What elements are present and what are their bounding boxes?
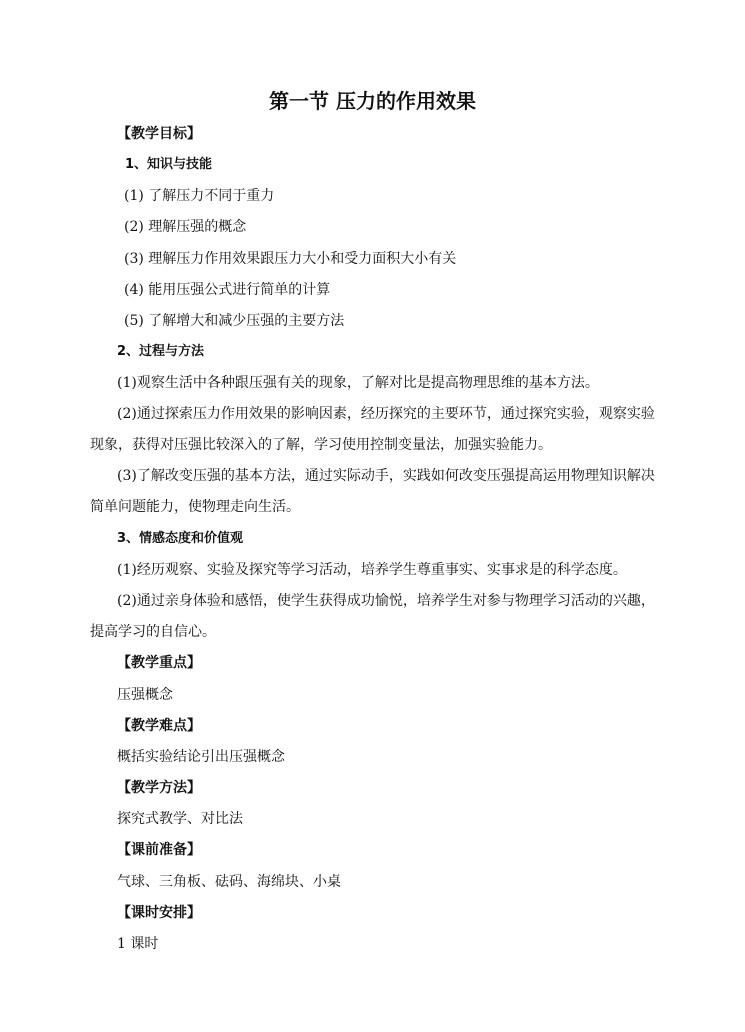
method-text: 探究式教学、对比法: [117, 811, 243, 827]
difficulty-heading: 【教学难点】: [117, 718, 201, 734]
attitude-paragraph: (2)通过亲身体验和感悟，使学生获得成功愉悦，培养学生对参与物理学习活动的兴趣，: [117, 593, 655, 609]
preparation-heading: 【课前准备】: [117, 842, 201, 858]
preparation-text: 气球、三角板、砝码、海绵块、小桌: [117, 874, 341, 890]
difficulty-text: 概括实验结论引出压强概念: [117, 749, 285, 765]
key-point-heading: 【教学重点】: [117, 655, 201, 671]
process-paragraph: (1)观察生活中各种跟压强有关的现象，了解对比是提高物理思维的基本方法。: [117, 375, 599, 391]
schedule-text: 1 课时: [117, 936, 159, 952]
process-paragraph-continued: 现象，获得对压强比较深入的了解，学习使用控制变量法，加强实验能力。: [90, 437, 552, 453]
knowledge-item: (2) 理解压强的概念: [124, 219, 247, 235]
process-paragraph: (3)了解改变压强的基本方法，通过实际动手，实践如何改变压强提高运用物理知识解决: [117, 468, 655, 484]
document-title: 第一节 压力的作用效果: [269, 89, 476, 113]
process-heading: 2、过程与方法: [117, 344, 205, 359]
attitude-heading: 3、情感态度和价值观: [117, 531, 244, 546]
knowledge-item: (1) 了解压力不同于重力: [124, 188, 275, 204]
objectives-heading: 【教学目标】: [117, 126, 201, 142]
schedule-heading: 【课时安排】: [117, 905, 201, 921]
knowledge-item: (4) 能用压强公式进行简单的计算: [124, 282, 331, 298]
method-heading: 【教学方法】: [117, 780, 201, 796]
knowledge-item: (5) 了解增大和减少压强的主要方法: [124, 313, 345, 329]
knowledge-heading: 1、知识与技能: [125, 157, 213, 172]
key-point-text: 压强概念: [117, 687, 173, 703]
knowledge-item: (3) 理解压力作用效果跟压力大小和受力面积大小有关: [124, 251, 457, 267]
process-paragraph-continued: 简单问题能力，使物理走向生活。: [90, 499, 300, 515]
attitude-paragraph-continued: 提高学习的自信心。: [90, 624, 216, 640]
process-paragraph: (2)通过探索压力作用效果的影响因素，经历探究的主要环节，通过探究实验，观察实验: [117, 406, 655, 422]
attitude-paragraph: (1)经历观察、实验及探究等学习活动，培养学生尊重事实、实事求是的科学态度。: [117, 562, 627, 578]
